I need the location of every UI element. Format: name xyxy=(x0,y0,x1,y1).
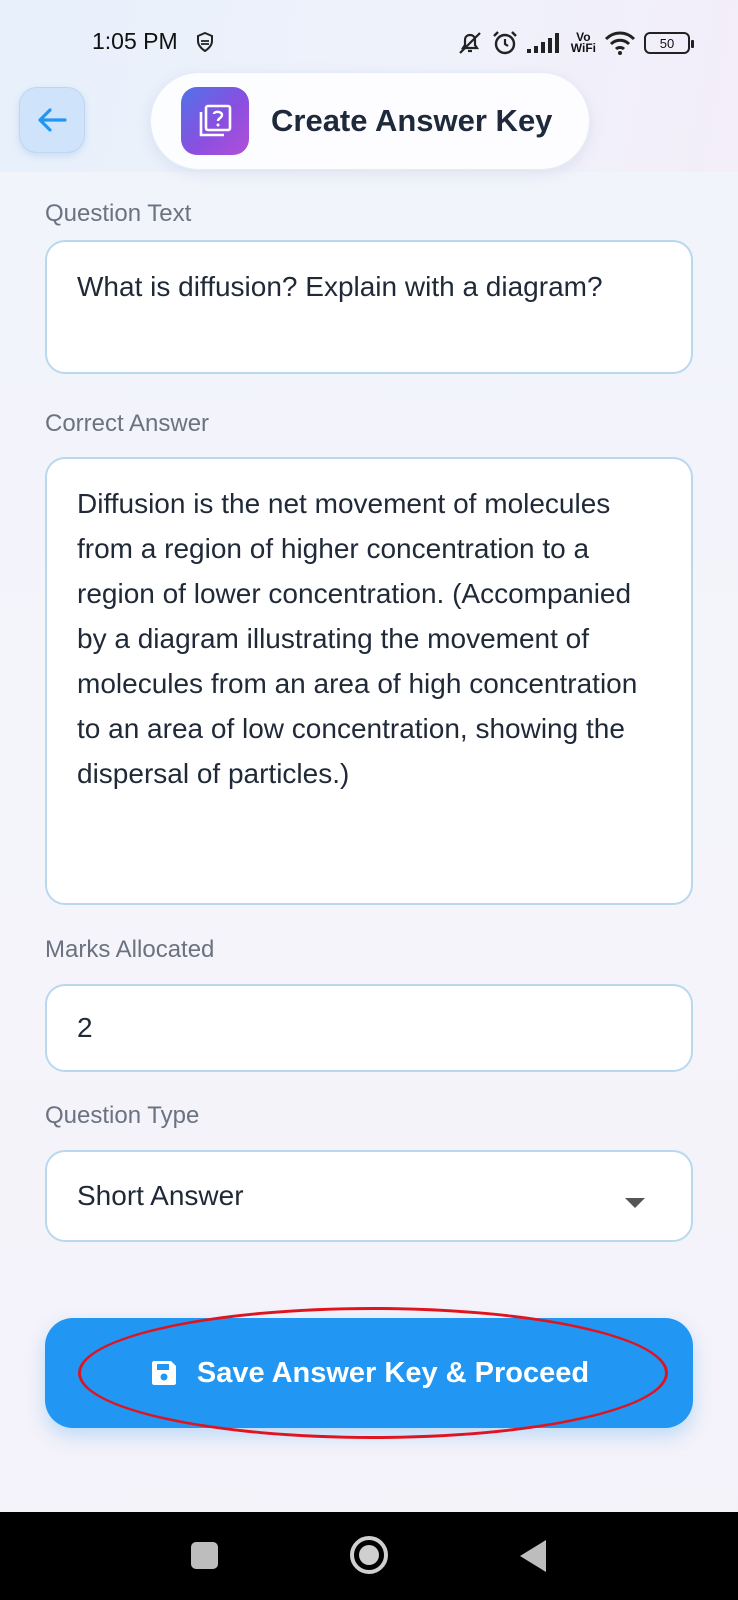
question-type-dropdown[interactable] xyxy=(45,1150,693,1242)
header-region xyxy=(0,0,738,172)
nav-back-icon[interactable] xyxy=(520,1540,546,1572)
battery-level: 50 xyxy=(659,35,675,51)
vowifi-top: Vo xyxy=(576,30,591,44)
vowifi-bottom: WiFi xyxy=(570,41,596,55)
question-text-label: Question Text xyxy=(45,200,192,227)
shield-check-icon xyxy=(196,32,214,52)
alarm-icon xyxy=(491,29,519,57)
status-icons xyxy=(457,26,690,60)
home-icon[interactable] xyxy=(350,1536,388,1574)
title-pill xyxy=(150,72,590,170)
arrow-left-icon xyxy=(37,107,67,133)
question-type-value: Short Answer xyxy=(77,1180,244,1211)
form-content[interactable] xyxy=(0,172,738,1512)
correct-answer-label: Correct Answer xyxy=(45,410,210,437)
save-answer-key-button[interactable] xyxy=(45,1318,693,1428)
signal-icon xyxy=(527,32,563,54)
page-title: Create Answer Key xyxy=(271,103,553,138)
marks-allocated-field[interactable]: 2 xyxy=(45,984,693,1072)
chevron-down-icon xyxy=(625,1198,645,1208)
bell-off-icon xyxy=(457,30,483,56)
marks-allocated-label: Marks Allocated xyxy=(45,936,215,963)
battery-icon xyxy=(644,32,690,54)
question-text-field[interactable]: What is diffusion? Explain with a diagram? xyxy=(45,240,693,374)
recents-icon[interactable] xyxy=(191,1542,218,1569)
system-nav-bar xyxy=(0,1512,738,1600)
question-type-label: Question Type xyxy=(45,1102,200,1129)
status-time: 1:05 PM xyxy=(92,28,178,54)
correct-answer-field[interactable]: Diffusion is the net movement of molecules from a region of higher concentration to a region of lower concentration. (Accompanied by a diagram illustrating the movement of molecules from an area of high concentration to an area of low concentration, showing the dispersal of particles.) xyxy=(45,457,693,905)
save-icon xyxy=(149,1358,179,1388)
question-copy-icon xyxy=(181,87,249,155)
save-button-label: Save Answer Key & Proceed xyxy=(196,1356,590,1389)
wifi-icon xyxy=(604,30,636,56)
back-button[interactable] xyxy=(19,87,85,153)
vowifi-indicator xyxy=(571,32,596,54)
